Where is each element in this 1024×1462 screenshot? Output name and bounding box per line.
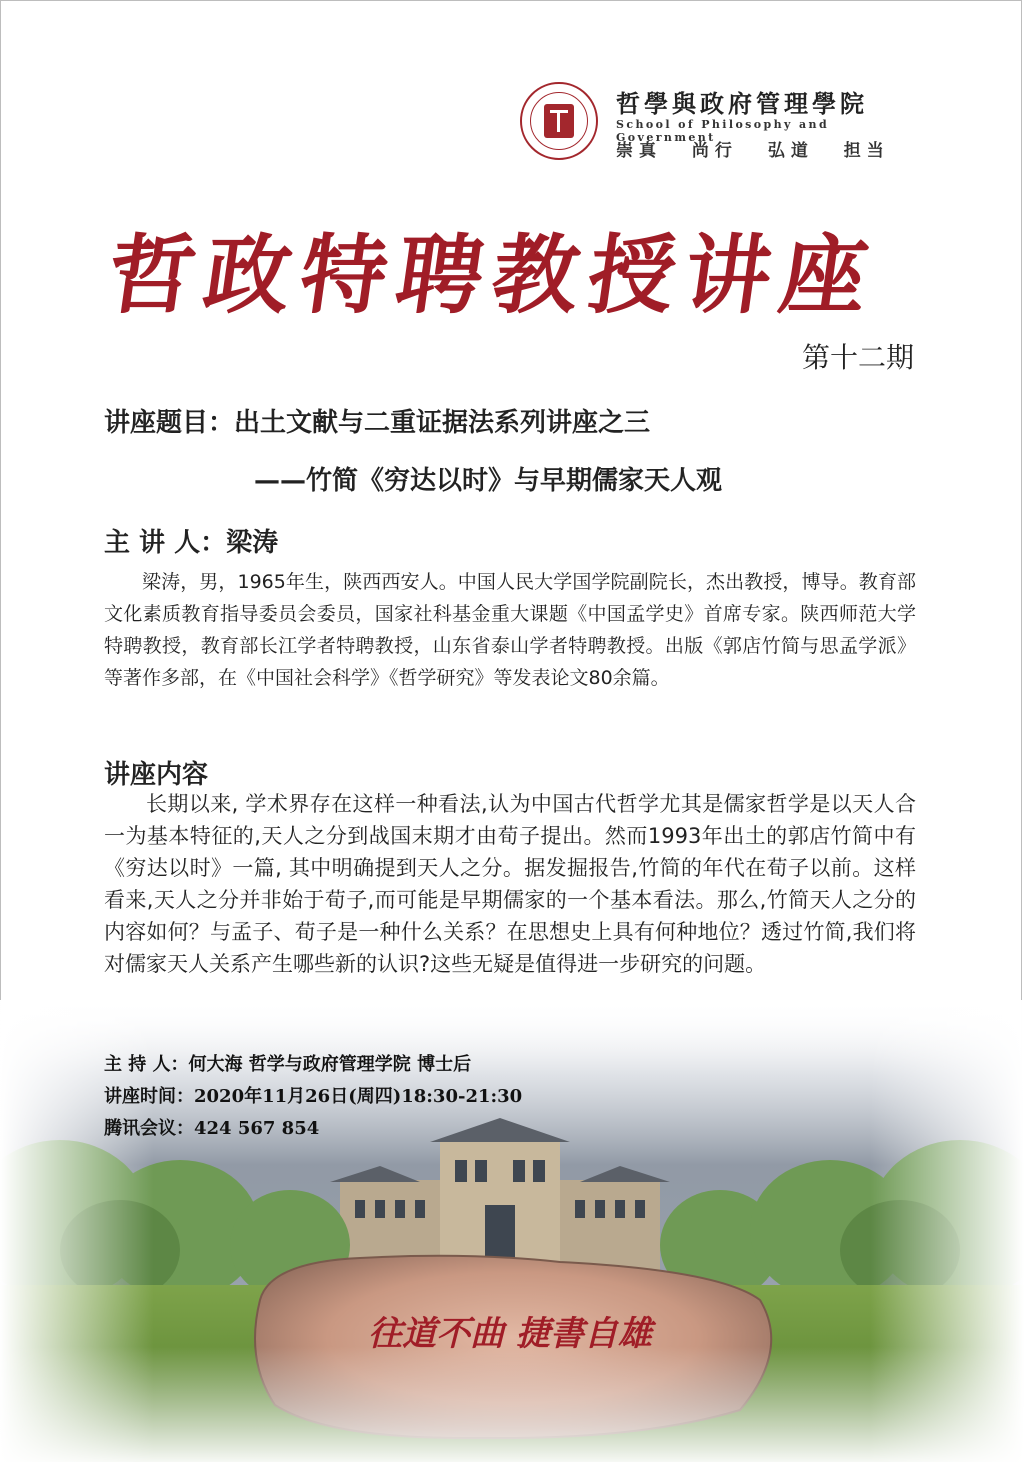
issue-number: 第十二期 xyxy=(801,341,914,374)
content-heading: 讲座内容 xyxy=(104,760,209,790)
school-seal-icon xyxy=(520,82,598,160)
school-motto: 崇真 尚行 弘道 担当 xyxy=(616,141,890,161)
school-name-en: School of Philosophy and Government xyxy=(616,118,830,144)
speaker-heading: 主 讲 人：梁涛 xyxy=(104,528,279,558)
lecture-subtitle: ——竹简《穷达以时》与早期儒家天人观 xyxy=(254,466,723,496)
tencent-meeting-id: 腾讯会议：424 567 854 xyxy=(104,1118,320,1139)
speaker-bio: 梁涛，男，1965年生，陕西西安人。中国人民大学国学院副院长，杰出教授，博导。教育部文化素质教育指导委员会委员，国家社科基金重大课题《中国孟学史》首席专家。陕西师范大学特聘教授，教育部长江学者特聘教授，山东省泰山学者特聘教授。出版《郭店竹简与思孟学派》等著作多部，在《中国社会科学》《哲学研究》等发表论文80余篇。 xyxy=(104,571,916,689)
school-logo xyxy=(520,78,930,168)
school-name-cn: 哲學與政府管理學院 xyxy=(616,89,868,118)
host-info: 主 持 人：何大海 哲学与政府管理学院 博士后 xyxy=(104,1054,472,1075)
lecture-content: 长期以来, 学术界存在这样一种看法,认为中国古代哲学尤其是儒家哲学是以天人合一为基本特征的,天人之分到战国末期才由荀子提出。然而1993年出土的郭店竹简中有《穷达以时》一篇, 其中明确提到天人之分。据发掘报告,竹简的年代在荀子以前。这样看来,天人之分并非始于荀子,而可能是早期儒家的一个基本看法。那么,竹简天人之分的内容如何？与孟子、荀子是一种什么关系？在思想史上具有何种地位？透过竹简,我们将对儒家天人关系产生哪些新的认识?这些无疑是值得进一步研究的问题。 xyxy=(104,792,916,976)
lecture-topic: 讲座题目：出土文献与二重证据法系列讲座之三 xyxy=(104,408,651,438)
poster-title: 哲政特聘教授讲座 xyxy=(101,225,885,326)
lecture-time: 讲座时间：2020年11月26日(周四)18:30-21:30 xyxy=(104,1086,523,1107)
